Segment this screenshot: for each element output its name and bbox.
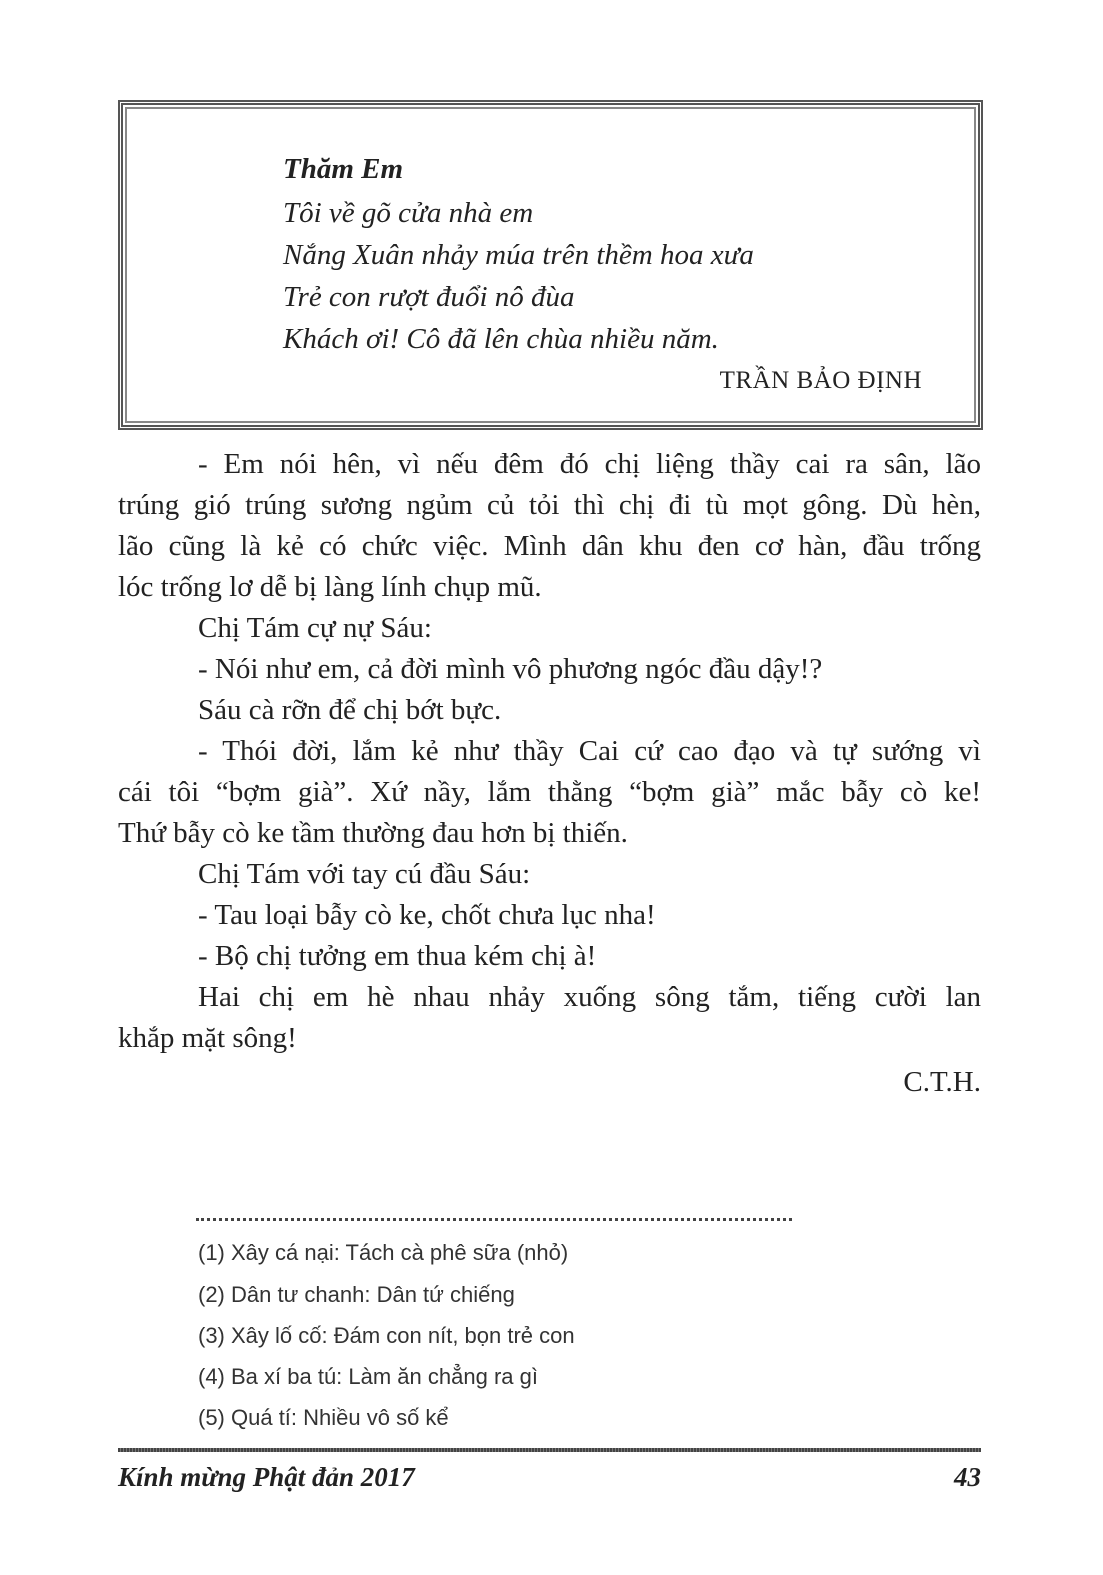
footnote-item: (5) Quá tí: Nhiều vô số kể [198, 1405, 449, 1430]
prose-line: - Nói như em, cả đời mình vô phương ngóc đầu dậy!? [198, 653, 823, 685]
footnote-item: (1) Xây cá nại: Tách cà phê sữa (nhỏ) [198, 1240, 569, 1265]
prose-line: Chị Tám với tay cú đầu Sáu: [198, 858, 531, 890]
poem-line: Trẻ con rượt đuổi nô đùa [283, 281, 575, 313]
prose-line: lóc trống lơ dễ bị làng lính chụp mũ. [118, 571, 542, 603]
prose-line: - Thói đời, lắm kẻ như thầy Cai cứ cao đạo và tự sướng vì [198, 735, 981, 767]
footer-publication: Kính mừng Phật đản 2017 [118, 1462, 415, 1492]
prose-line: Thứ bẫy cò ke tầm thường đau hơn bị thiến. [118, 817, 628, 849]
page-number: 43 [954, 1462, 981, 1492]
prose-line: - Bộ chị tưởng em thua kém chị à! [198, 940, 597, 972]
prose-line: - Em nói hên, vì nếu đêm đó chị liệng thầy cai ra sân, lão [198, 448, 981, 480]
prose-line: Hai chị em hè nhau nhảy xuống sông tắm, tiếng cười lan [198, 981, 981, 1013]
prose-line: cái tôi “bợm già”. Xứ nầy, lắm thằng “bợm già” mắc bẫy cò ke! [118, 776, 981, 808]
footer-rule [118, 1448, 981, 1452]
footnote-separator [196, 1218, 792, 1221]
prose-line: lão cũng là kẻ có chức việc. Mình dân khu đen cơ hàn, đầu trống [118, 530, 981, 562]
poem-line: Nắng Xuân nhảy múa trên thềm hoa xưa [283, 239, 754, 271]
footnote-item: (3) Xây lố cố: Đám con nít, bọn trẻ con [198, 1323, 575, 1348]
prose-line: trúng gió trúng sương ngủm củ tỏi thì chị đi tù mọt gông. Dù hèn, [118, 489, 981, 521]
footnote-item: (4) Ba xí ba tú: Làm ăn chẳng ra gì [198, 1364, 538, 1389]
poem-line: Tôi về gõ cửa nhà em [283, 197, 534, 229]
prose-line: - Tau loại bẫy cò ke, chốt chưa lục nha! [198, 899, 656, 931]
signature: C.T.H. [903, 1066, 981, 1098]
prose-line: Chị Tám cự nự Sáu: [198, 612, 432, 644]
prose-line: Sáu cà rỡn để chị bớt bực. [198, 694, 502, 726]
poem-author: TRẦN BẢO ĐỊNH [719, 367, 922, 394]
poem-title: Thăm Em [283, 153, 404, 185]
footnote-item: (2) Dân tư chanh: Dân tứ chiếng [198, 1282, 515, 1307]
prose-line: khắp mặt sông! [118, 1022, 297, 1054]
poem-box [118, 100, 983, 430]
poem-line: Khách ơi! Cô đã lên chùa nhiều năm. [283, 323, 719, 355]
